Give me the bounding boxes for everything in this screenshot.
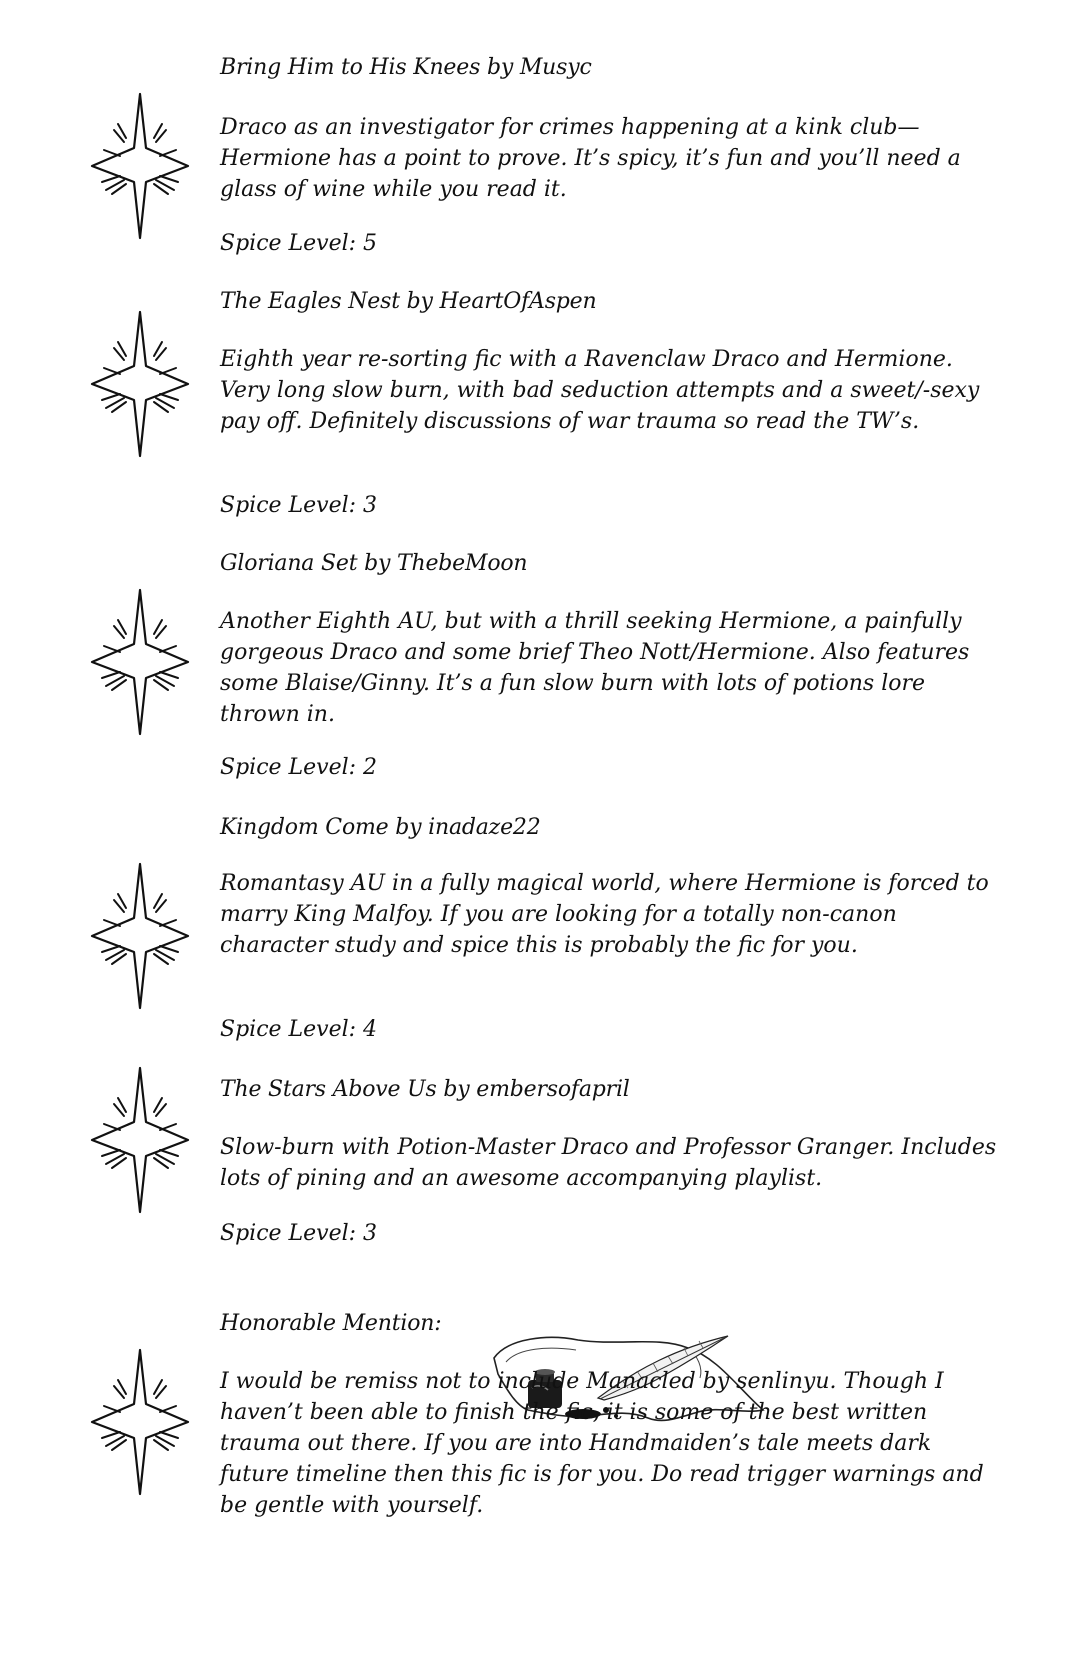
spice-level: Spice Level: 3 xyxy=(220,1221,378,1246)
entry-description: Another Eighth AU, but with a thrill seeking Hermione, a painfully gorgeous Draco and some brief Theo Nott/Hermione. Also features some Blaise/Ginny. It’s a fun slow burn with lots of potions lore thrown in. xyxy=(220,609,970,727)
entry-description: Draco as an investigator for crimes happening at a kink club—Hermione has a point to prove. It’s spicy, it’s fun and you’ll need a glass of wine while you read it. xyxy=(220,115,961,202)
spice-level: Spice Level: 5 xyxy=(220,231,378,256)
sparkle-star-icon xyxy=(84,1064,196,1216)
sparkle-star-icon xyxy=(84,860,196,1012)
entry-description: Eighth year re-sorting fic with a Ravenclaw Draco and Hermione. Very long slow burn, with bad seduction attempts and a sweet/-sexy pay off. Definitely discussions of war trauma so read the TW’s. xyxy=(220,347,980,434)
entry-title: Bring Him to His Knees by Musyc xyxy=(220,55,592,80)
sparkle-star-icon xyxy=(84,1346,196,1498)
entry-description: Slow-burn with Potion-Master Draco and Professor Granger. Includes lots of pining and an awesome accompanying playlist. xyxy=(220,1135,997,1191)
entry-title: The Stars Above Us by embersofapril xyxy=(220,1077,630,1102)
honorable-mention-label: Honorable Mention: xyxy=(220,1311,442,1336)
entry-description: Romantasy AU in a fully magical world, where Hermione is forced to marry King Malfoy. If you are looking for a totally non-canon character study and spice this is probably the fic for you. xyxy=(220,871,989,958)
sparkle-star-icon xyxy=(84,308,196,460)
entry-title: Gloriana Set by ThebeMoon xyxy=(220,551,528,576)
spice-level: Spice Level: 2 xyxy=(220,755,378,780)
entry-title: The Eagles Nest by HeartOfAspen xyxy=(220,289,597,314)
spice-level: Spice Level: 3 xyxy=(220,493,378,518)
sparkle-star-icon xyxy=(84,90,196,242)
entry-title: Kingdom Come by inadaze22 xyxy=(220,815,541,840)
sparkle-star-icon xyxy=(84,586,196,738)
spice-level: Spice Level: 4 xyxy=(220,1017,378,1042)
honorable-description: I would be remiss not to include Manacled by senlinyu. Though I haven’t been able to finish the fic, it is some of the best written trauma out there. If you are into Handmaiden’s tale meets dark future timeline then this fic is for you. Do read trigger warnings and be gentle with yourself. xyxy=(220,1369,984,1518)
